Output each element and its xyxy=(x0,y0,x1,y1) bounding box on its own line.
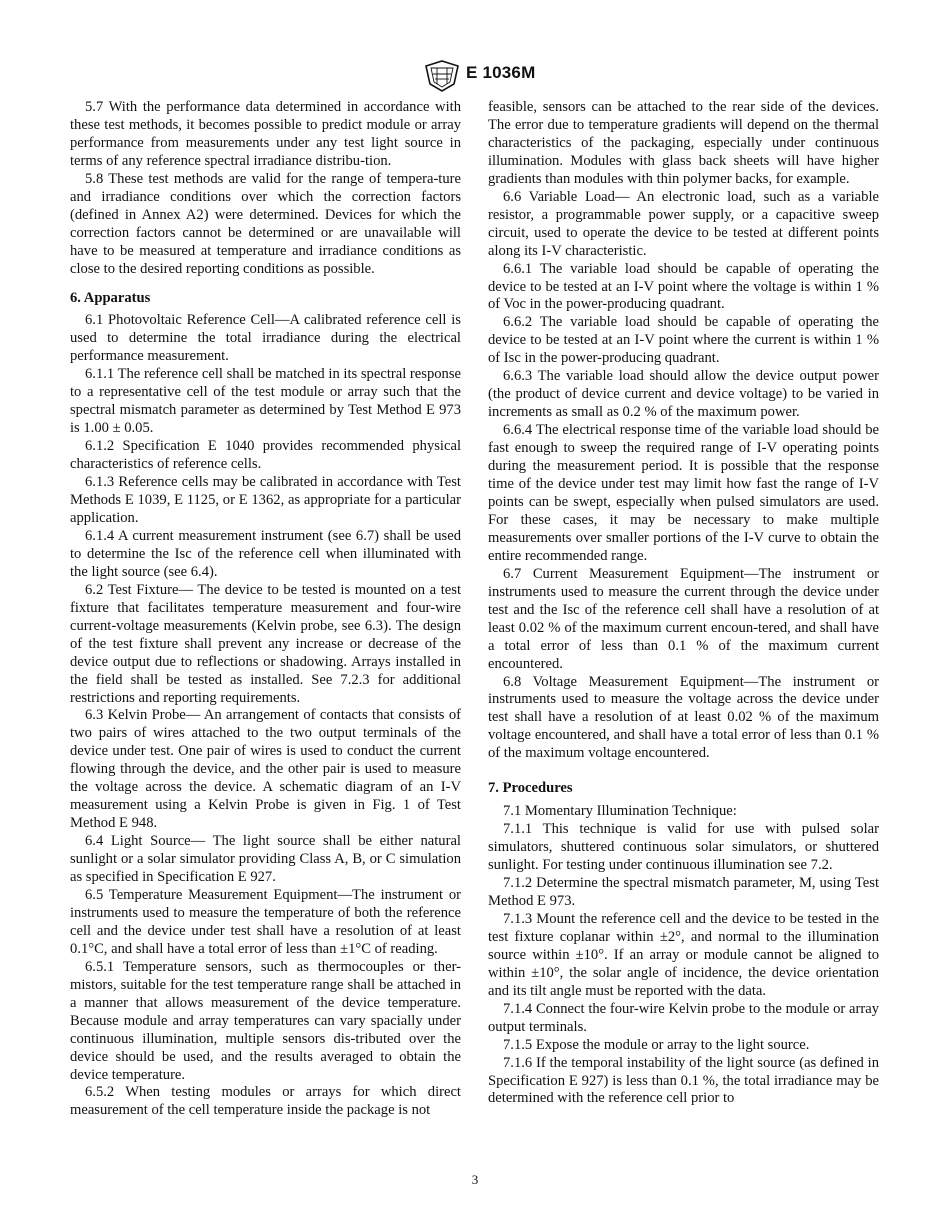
paragraph: 6.1.2 Specification E 1040 provides recommended physical characteristics of reference cells. xyxy=(70,438,461,473)
paragraph: 7.1.2 Determine the spectral mismatch parameter, M, using Test Method E 973. xyxy=(488,875,879,909)
paragraph: 7.1.3 Mount the reference cell and the device to be tested in the test fixture coplanar within ±2°, and normal to the illumination source within ±10°. If an array or module cannot be aligned to within ±10°, the solar angle of incidence, the device orientation and its tilt angle must be reported with the data. xyxy=(488,910,879,999)
astm-logo-icon xyxy=(424,60,460,97)
section-heading: 7. Procedures xyxy=(488,780,573,797)
paragraph: 7.1.6 If the temporal instability of the light source (as defined in Specification E 927) is less than 0.1 %, the total irradiance may be determined with the reference cell prior to xyxy=(488,1054,879,1107)
paragraph: 5.8 These test methods are valid for the range of tempera-ture and irradiance conditions over which the correction factors (defined in Annex A2) were determined. Devices for which the correction factors cannot be determined or are unavailable will have to be measured at temperature and irradiance conditions as close to the desired reporting conditions as possible. xyxy=(70,170,461,277)
paragraph: 6.1.1 The reference cell shall be matched in its spectral response to a representative cell of the test module or array such that the spectral mismatch parameter as determined by Test Method E 973 is 1.00 ± 0.05. xyxy=(70,366,461,437)
paragraph: 6.1.4 A current measurement instrument (see 6.7) shall be used to determine the Isc of the reference cell when illuminated with the light source (see 6.4). xyxy=(70,527,461,580)
paragraph: 7.1 Momentary Illumination Technique: xyxy=(503,803,737,820)
paragraph: 6.6.1 The variable load should be capable of operating the device to be tested at an I-V point where the voltage is within 1 % of Voc in the power-producing quadrant. xyxy=(488,260,879,313)
paragraph: 6.6 Variable Load— An electronic load, such as a variable resistor, a programmable power supply, or a capacitive sweep circuit, used to operate the device to be tested at different points along its I-V characteristic. xyxy=(488,188,879,259)
paragraph: 6.1 Photovoltaic Reference Cell—A calibrated reference cell is used to determine the total irradiance during the electrical performance measurement. xyxy=(70,312,461,365)
paragraph: 6.6.4 The electrical response time of the variable load should be fast enough to sweep the required range of I-V operating points during the measurement period. It is possible that the response time of the device under test may limit how fast the range of I-V points can be swept, especially when pulsed simulators are used. For these cases, it may be necessary to make multiple measurements over smaller portions of the I-V curve to obtain the entire recommended range. xyxy=(488,422,879,564)
paragraph: 6.5.2 When testing modules or arrays for which direct measurement of the cell temperature inside the package is not xyxy=(70,1084,461,1119)
paragraph: 6.6.2 The variable load should be capable of operating the device to be tested at an I-V point where the current is within 1 % of Isc in the power-producing quadrant. xyxy=(488,314,879,367)
paragraph: 6.2 Test Fixture— The device to be tested is mounted on a test fixture that facilitates temperature measurement and four-wire current-voltage measurements (Kelvin probe, see 6.3). The design of the test fixture shall prevent any increase or decrease of the device output due to reflections or shadowing. Arrays installed in the field shall be tested as installed. See 7.2.3 for additional restrictions and reporting requirements. xyxy=(70,581,461,706)
paragraph: 5.7 With the performance data determined in accordance with these test methods, it becomes possible to predict module or array performance from measurements under any test light source in terms of any reference spectral irradiance distribu-tion. xyxy=(70,99,461,169)
paragraph: 7.1.1 This technique is valid for use with pulsed solar simulators, shuttered continuous solar simulators, or shuttered sunlight. For testing under continuous illumination see 7.2. xyxy=(488,821,879,874)
page-header xyxy=(0,58,950,94)
section-heading: 6. Apparatus xyxy=(70,289,151,306)
paragraph: 6.5.1 Temperature sensors, such as thermocouples or ther-mistors, suitable for the test temperature range shall be attached in a manner that allows measurement of the device temperature. Because module and array temperatures can vary spacially under continuous illumination, multiple sensors dis-tributed over the device should be used, and the results averaged to obtain the device temperature. xyxy=(70,958,461,1083)
paragraph: 6.6.3 The variable load should allow the device output power (the product of device current and device voltage) to be varied in increments as small as 0.2 % of the maximum power. xyxy=(488,368,879,421)
paragraph: 6.4 Light Source— The light source shall be either natural sunlight or a solar simulator providing Class A, B, or C simulation as specified in Specification E 927. xyxy=(70,833,461,886)
paragraph: 6.8 Voltage Measurement Equipment—The instrument or instruments used to measure the voltage across the device under test shall have a resolution of at least 0.02 % of the maximum voltage encountered, and shall have a total error of less than 0.1 % of the maximum voltage encountered. xyxy=(488,673,879,762)
paragraph: 6.1.3 Reference cells may be calibrated in accordance with Test Methods E 1039, E 1125, or E 1362, as appropriate for a particular application. xyxy=(70,474,461,526)
paragraph: 6.7 Current Measurement Equipment—The instrument or instruments used to measure the current through the device under test and the Isc of the reference cell shall have a resolution of at least 0.02 % of the maximum current encoun-tered, and shall have a total error of less than 0.1 % of the maximum current encountered. xyxy=(488,565,879,672)
page-number: 3 xyxy=(471,1172,479,1187)
paragraph: feasible, sensors can be attached to the rear side of the devices. The error due to temperature gradients will depend on the thermal characteristics of the packaging, especially under continuous illumination. Modules with glass back sheets will have higher gradients than modules with thin polymer backs, for example. xyxy=(488,99,879,187)
paragraph: 7.1.5 Expose the module or array to the light source. xyxy=(503,1036,810,1053)
paragraph: 6.3 Kelvin Probe— An arrangement of contacts that consists of two pairs of wires attached to the two output terminals of the device under test. One pair of wires is used to conduct the current flowing through the device, and the other pair is used to measure the voltage across the device. A schematic diagram of an I-V measurement using a Kelvin Probe is given in Fig. 1 of Test Method E 948. xyxy=(70,707,461,832)
standard-designation: E 1036M xyxy=(466,63,536,82)
left-column xyxy=(70,99,461,1120)
paragraph: 7.1.4 Connect the four-wire Kelvin probe to the module or array output terminals. xyxy=(488,1000,879,1035)
right-column xyxy=(488,99,879,1108)
paragraph: 6.5 Temperature Measurement Equipment—The instrument or instruments used to measure the temperature of both the reference cell and the device under test shall have a resolution of at least 0.1°C, and shall have a total error of less than ±1°C of reading. xyxy=(70,886,461,957)
